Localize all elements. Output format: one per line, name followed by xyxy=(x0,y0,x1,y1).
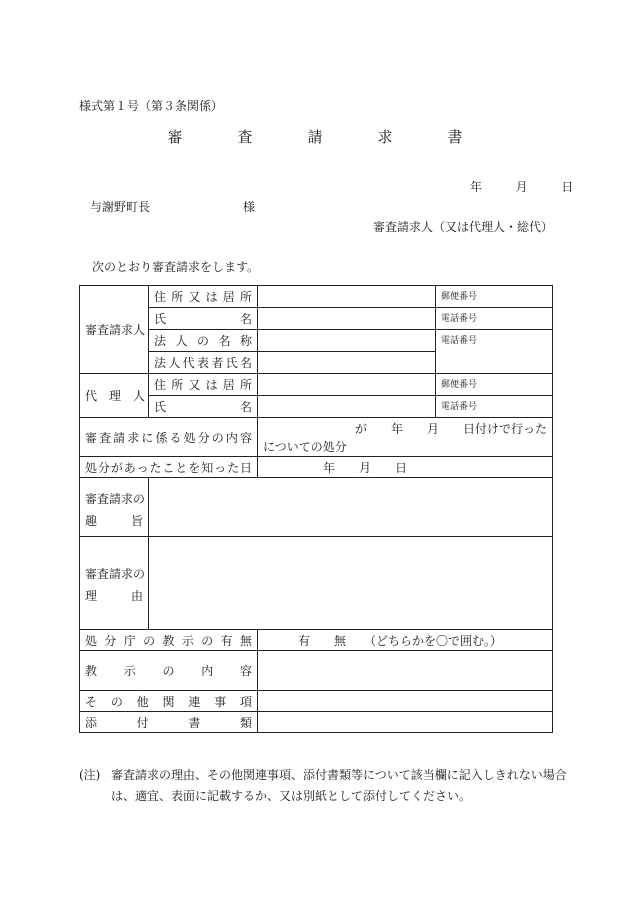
agent-name-field[interactable] xyxy=(258,396,436,418)
other-label: そ の 他 関 連 事 項 xyxy=(80,691,258,712)
reason-field[interactable] xyxy=(149,537,553,630)
name-label: 氏 名 xyxy=(149,308,258,330)
agent-address-field[interactable] xyxy=(258,374,436,396)
applicant-signature-line: 審査請求人（又は代理人・総代） xyxy=(373,220,554,234)
other-field[interactable] xyxy=(258,691,553,712)
purpose-label xyxy=(80,478,149,537)
note-line2: は、適宜、表面に記載するか、又は別紙として添付してください。 xyxy=(111,789,472,803)
corp-rep-label: 法人代表者氏名 xyxy=(149,352,258,374)
corp-phone-field[interactable]: 電話番号 xyxy=(436,330,553,374)
instruction-content-row xyxy=(80,651,553,691)
note-label: (注) xyxy=(79,768,101,782)
date-line xyxy=(470,178,573,195)
agent-address-row xyxy=(80,374,553,396)
agent-name-label: 氏 名 xyxy=(149,396,258,418)
intro-text: 次のとおり審査請求をします。 xyxy=(92,260,260,274)
disposition-field[interactable] xyxy=(258,418,553,457)
addressee: 与謝野町長 xyxy=(90,200,151,214)
date-year: 年 xyxy=(470,180,483,194)
purpose-label-line2: 趣 旨 xyxy=(85,514,143,528)
known-date-value: 年 月 日 xyxy=(323,460,408,475)
disposition-row xyxy=(80,418,553,457)
instruction-content-label: 教 示 の 内 容 xyxy=(80,651,258,691)
address-label: 住 所 又 は 居 所 xyxy=(149,286,258,308)
reason-row xyxy=(80,537,553,630)
request-form-table xyxy=(79,285,553,733)
reason-label-line1: 審査請求の xyxy=(85,567,146,581)
corp-name-label: 法 人 の 名 称 xyxy=(149,330,258,352)
instruction-row xyxy=(80,630,553,651)
agent-group-label: 代 理 人 xyxy=(80,374,149,418)
applicant-name-row xyxy=(80,308,553,330)
known-date-field[interactable] xyxy=(258,457,553,478)
corp-name-row xyxy=(80,330,553,352)
applicant-address-field[interactable] xyxy=(258,286,436,308)
date-day: 日 xyxy=(561,180,574,194)
disposition-value-line1: が 年 月 日付けで行った xyxy=(354,421,547,436)
corp-name-field[interactable] xyxy=(258,330,436,352)
instruction-field[interactable] xyxy=(258,630,553,651)
other-row xyxy=(80,691,553,712)
attachments-row xyxy=(80,712,553,733)
note-line1: 審査請求の理由、その他関連事項、添付書類等について該当欄に記入しきれない場合 xyxy=(111,768,567,782)
disposition-label: 審査請求に係る処分の内容 xyxy=(80,418,258,457)
reason-label xyxy=(80,537,149,630)
form-number-label: 様式第１号（第３条関係） xyxy=(79,99,224,113)
reason-label-line2: 理 由 xyxy=(85,589,143,603)
disposition-value-line2: についての処分 xyxy=(263,439,347,454)
agent-postal-code-field[interactable]: 郵便番号 xyxy=(436,374,553,396)
agent-name-row xyxy=(80,396,553,418)
document-title: 審 査 請 求 書 xyxy=(167,128,483,146)
attachments-field[interactable] xyxy=(258,712,553,733)
attachments-label: 添 付 書 類 xyxy=(80,712,258,733)
instruction-value: 有 無 （どちらかを〇で囲む。） xyxy=(298,633,503,648)
instruction-content-field[interactable] xyxy=(258,651,553,691)
date-month: 月 xyxy=(515,180,528,194)
purpose-field[interactable] xyxy=(149,478,553,537)
purpose-label-line1: 審査請求の xyxy=(85,492,146,506)
applicant-address-row xyxy=(80,286,553,308)
addressee-suffix: 様 xyxy=(243,200,256,214)
agent-phone-field[interactable]: 電話番号 xyxy=(436,396,553,418)
postal-code-field[interactable]: 郵便番号 xyxy=(436,286,553,308)
agent-address-label: 住 所 又 は 居 所 xyxy=(149,374,258,396)
corp-rep-field[interactable] xyxy=(258,352,436,374)
instruction-label: 処 分 庁 の 教 示 の 有 無 xyxy=(80,630,258,651)
phone-field[interactable]: 電話番号 xyxy=(436,308,553,330)
applicant-name-field[interactable] xyxy=(258,308,436,330)
applicant-group-label: 審査請求人 xyxy=(80,286,149,374)
known-date-row xyxy=(80,457,553,478)
purpose-row xyxy=(80,478,553,537)
known-date-label: 処分があったことを知った日 xyxy=(80,457,258,478)
